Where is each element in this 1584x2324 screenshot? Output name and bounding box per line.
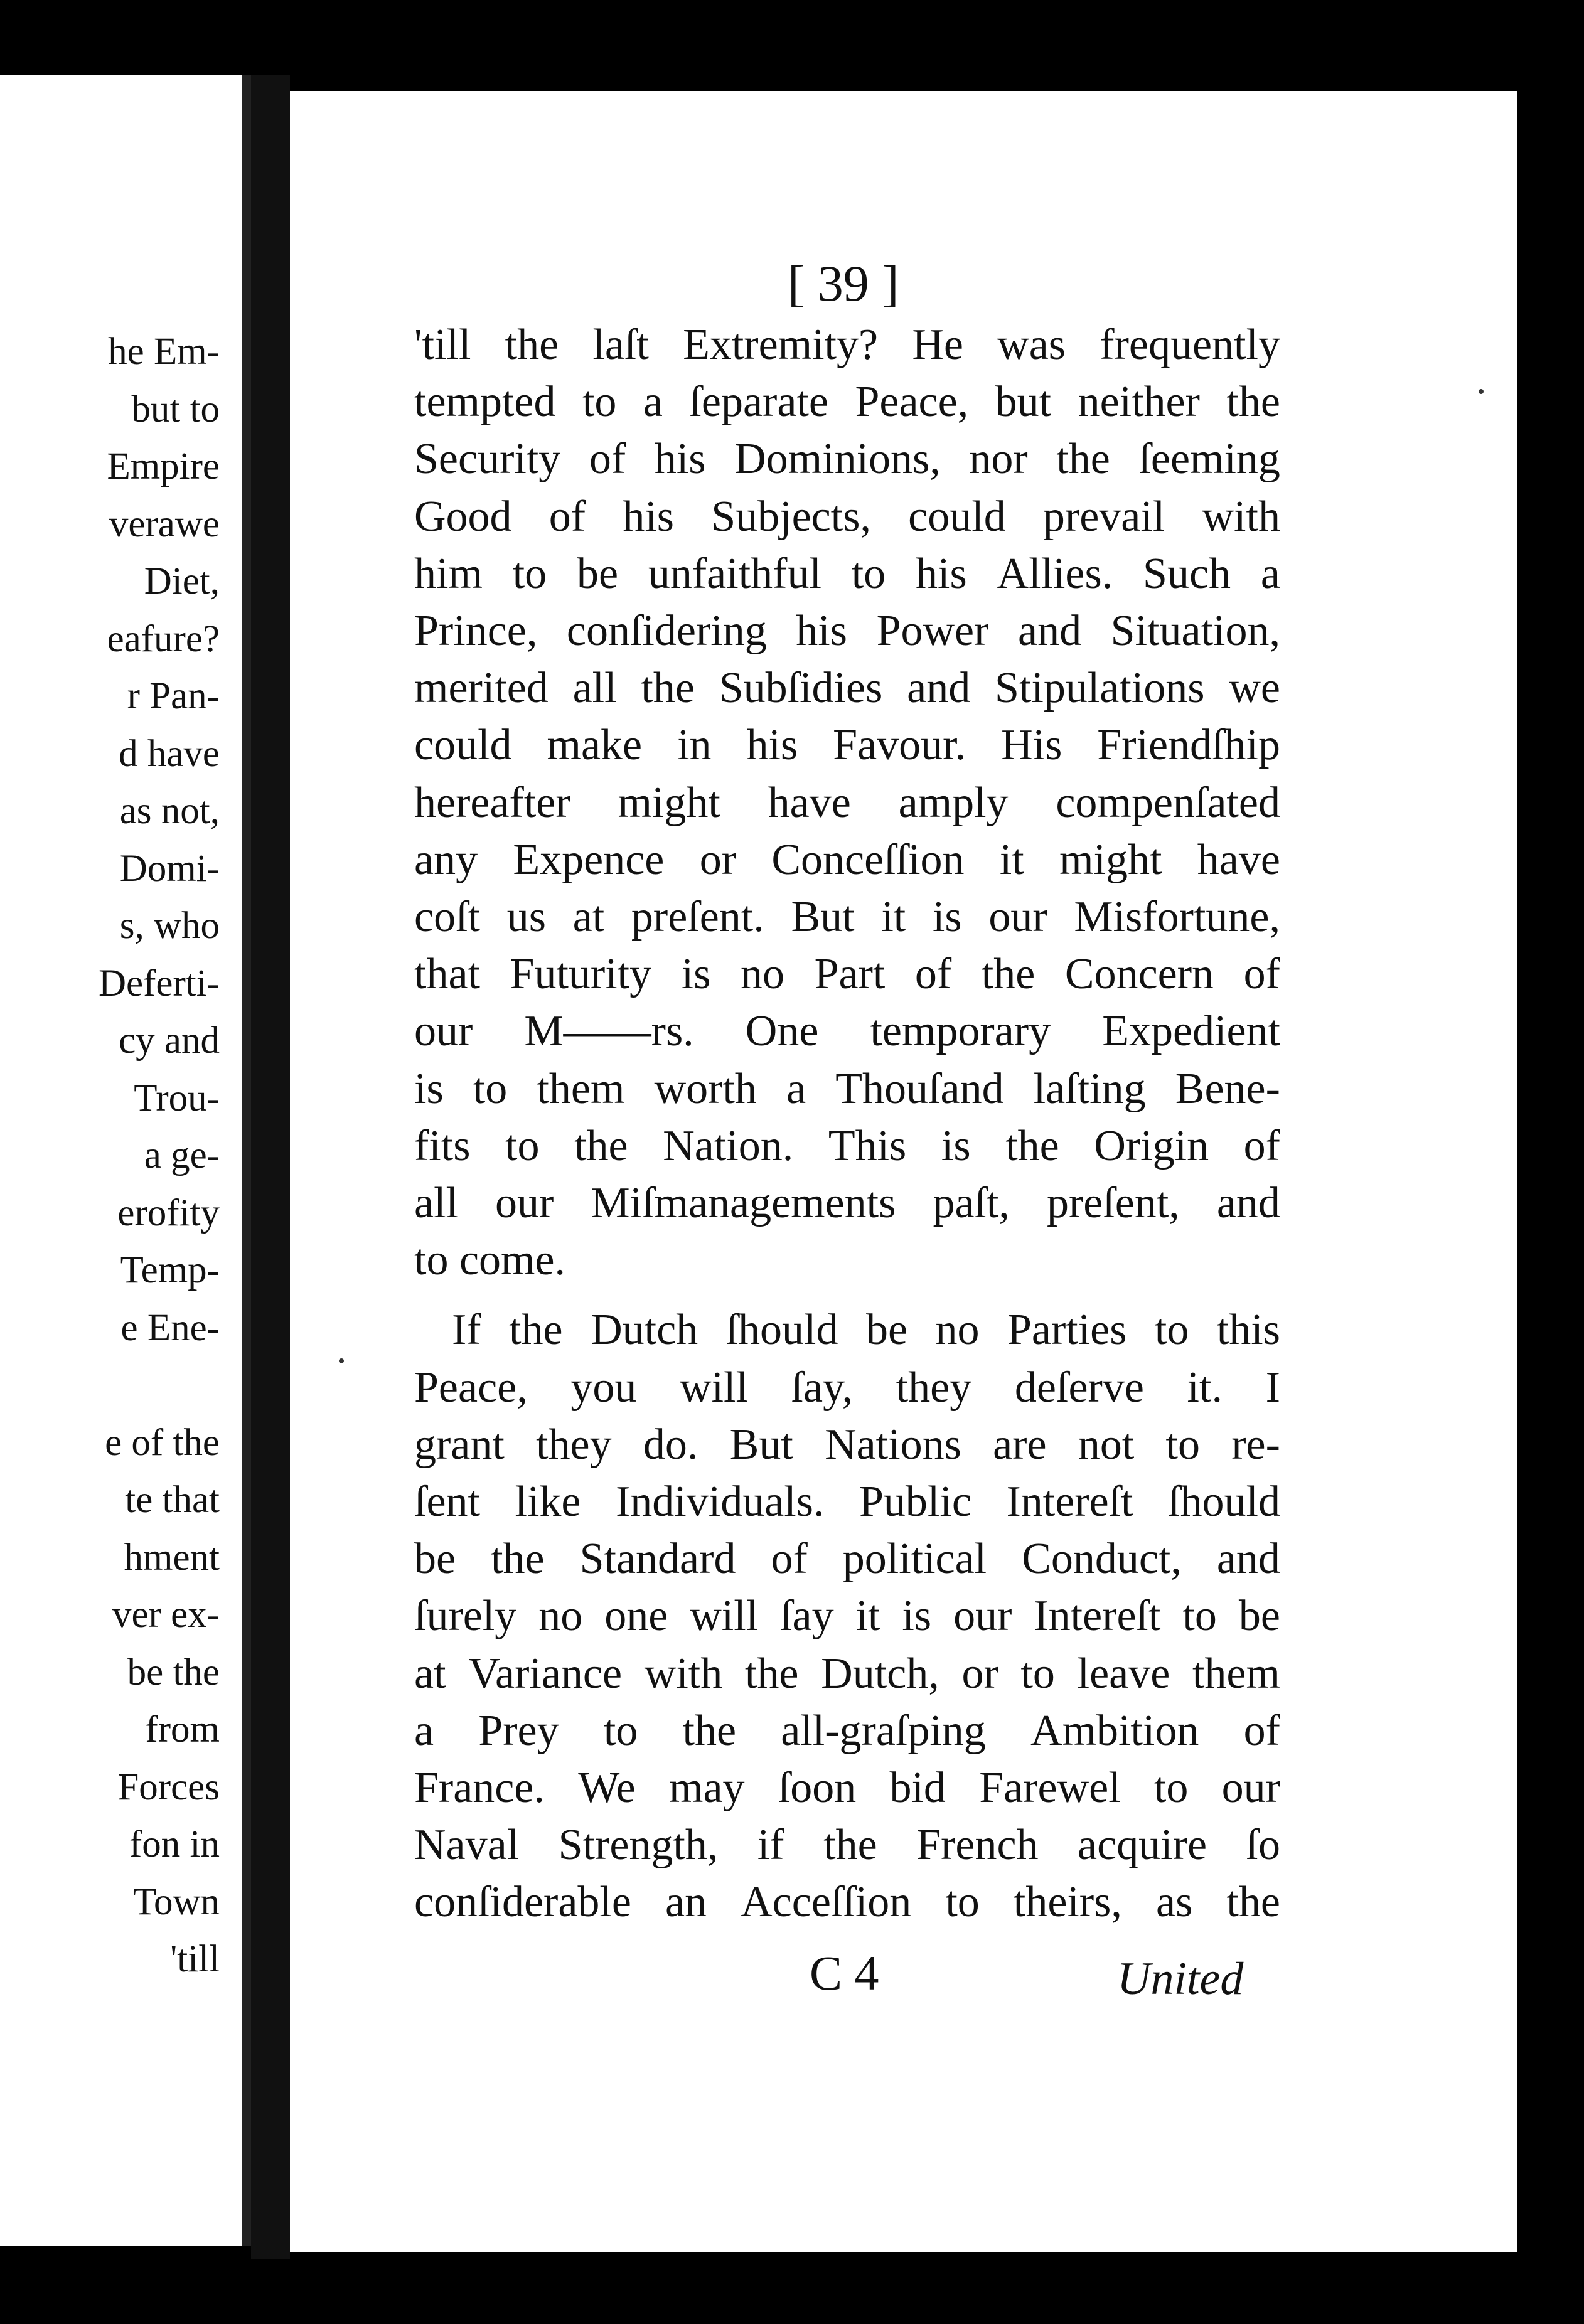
text-line: ſurely no one will ſay it is our Intereſt to be — [414, 1592, 1280, 1641]
left-page-line: hment — [124, 1536, 220, 1579]
left-page-line: cy and — [119, 1020, 220, 1062]
left-page-line: r Pan- — [127, 675, 220, 717]
left-page-line: 'till — [170, 1938, 220, 1980]
text-line: 'till the laſt Extremity? He was frequently — [414, 321, 1280, 369]
text-line: ſent like Individuals. Public Intereſt ſhould — [414, 1478, 1280, 1526]
left-page-line: Town — [132, 1880, 220, 1923]
left-page-line: but to — [131, 388, 220, 430]
text-line: could make in his Favour. His Friendſhip — [414, 721, 1280, 770]
ink-speck — [1479, 389, 1484, 394]
left-page-line: fon in — [129, 1823, 220, 1865]
catchword: United — [1117, 1953, 1244, 2005]
text-line: tempted to a ſeparate Peace, but neither the — [414, 378, 1280, 427]
left-page-line: Temp- — [120, 1249, 220, 1291]
left-page-line: d have — [119, 732, 220, 775]
text-line: all our Miſmanagements paſt, preſent, and — [414, 1179, 1280, 1227]
text-line: coſt us at preſent. But it is our Misfortune, — [414, 893, 1280, 941]
text-line: Security of his Dominions, nor the ſeeming — [414, 435, 1280, 484]
text-line: Good of his Subjects, could prevail with — [414, 492, 1280, 541]
left-page-line: Forces — [117, 1766, 220, 1808]
left-page-line: verawe — [109, 503, 220, 545]
left-page — [0, 75, 251, 2246]
left-page-line: erofity — [117, 1191, 220, 1234]
text-line: Naval Strength, if the French acquire ſo — [414, 1821, 1280, 1870]
text-line: a Prey to the all-graſping Ambition of — [414, 1706, 1280, 1755]
text-line: at Variance with the Dutch, or to leave them — [414, 1649, 1280, 1698]
left-page-line: te that — [125, 1479, 220, 1521]
text-line: our M——rs. One temporary Expedient — [414, 1007, 1280, 1056]
page-edge — [242, 75, 251, 2246]
text-line: grant they do. But Nations are not to re- — [414, 1420, 1280, 1469]
left-page-line: Empire — [107, 445, 220, 488]
text-line: conſiderable an Acceſſion to theirs, as the — [414, 1878, 1280, 1927]
left-page-line: e Ene- — [120, 1306, 220, 1349]
left-page-line: he Em- — [108, 331, 220, 373]
left-page-line: Diet, — [144, 560, 220, 602]
text-line: that Futurity is no Part of the Concern of — [414, 950, 1280, 999]
text-line: fits to the Nation. This is the Origin of — [414, 1121, 1280, 1170]
text-line: to come. — [414, 1236, 566, 1285]
left-page-line: e of the — [105, 1421, 220, 1464]
left-page-line: as not, — [119, 790, 220, 832]
text-line: France. We may ſoon bid Farewel to our — [414, 1764, 1280, 1812]
left-page-line: a ge- — [144, 1134, 220, 1176]
text-line: Peace, you will ſay, they deſerve it. I — [414, 1363, 1280, 1412]
text-line: hereafter might have amply compenſated — [414, 778, 1280, 827]
left-page-line: Domi- — [119, 847, 220, 890]
page-number: [ 39 ] — [788, 255, 899, 312]
left-page-line: Trou- — [134, 1077, 220, 1119]
text-line: him to be unfaithful to his Allies. Such a — [414, 549, 1280, 598]
signature-mark: C 4 — [810, 1946, 879, 2000]
left-page-line: eafure? — [107, 617, 220, 660]
left-page-line: ver ex- — [112, 1594, 220, 1636]
text-line: be the Standard of political Conduct, and — [414, 1535, 1280, 1584]
text-line: Prince, conſidering his Power and Situation, — [414, 607, 1280, 655]
text-line: merited all the Subſidies and Stipulations we — [414, 664, 1280, 713]
left-page-line: be the — [127, 1651, 220, 1693]
text-line: is to them worth a Thouſand laſting Bene- — [414, 1064, 1280, 1113]
left-page-line: from — [145, 1708, 220, 1751]
text-line: If the Dutch ſhould be no Parties to this — [452, 1306, 1280, 1355]
ink-speck — [339, 1358, 344, 1363]
text-line: any Expence or Conceſſion it might have — [414, 835, 1280, 884]
book-gutter — [251, 75, 290, 2259]
left-page-line: Deferti- — [98, 962, 220, 1005]
left-page-line: s, who — [119, 905, 220, 947]
